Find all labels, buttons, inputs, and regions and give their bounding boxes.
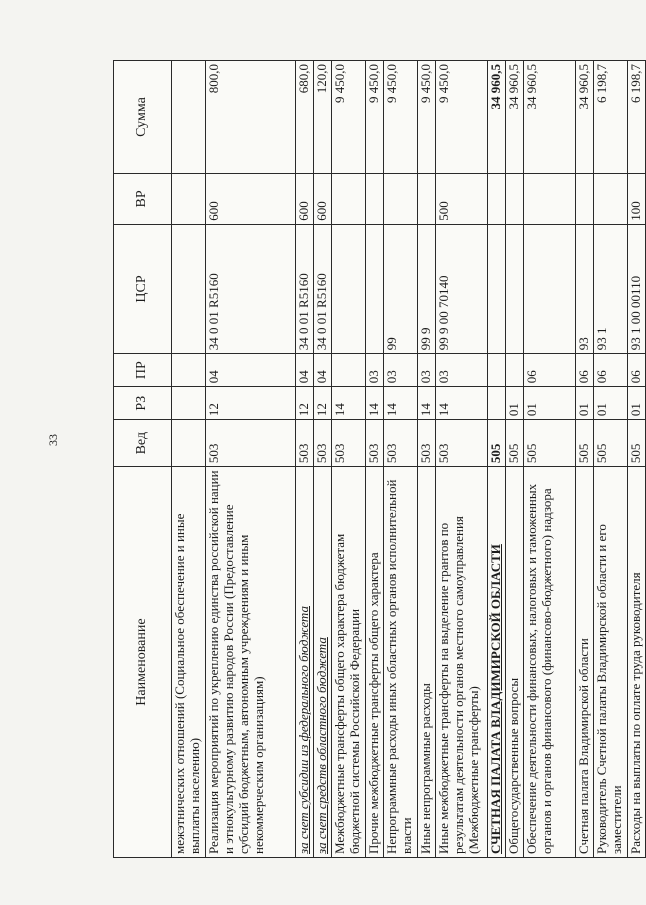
row-sum: 34 960,5 — [506, 61, 524, 174]
row-vr — [384, 174, 418, 225]
row-pr: 03 — [384, 354, 418, 387]
header-pr: ПР — [114, 354, 172, 387]
header-vr: ВР — [114, 174, 172, 225]
table-row — [488, 61, 506, 858]
row-rz — [172, 387, 206, 420]
row-ved: 505 — [576, 420, 594, 467]
table-row — [206, 61, 296, 858]
row-name: Обеспечение деятельности финансовых, налоговых и таможенных органов и органов финансового (финансово-бюджетного) надзора — [524, 467, 576, 858]
row-name: за счет средств областного бюджета — [314, 467, 332, 858]
row-pr — [332, 354, 366, 387]
table-row — [594, 61, 628, 858]
table-row — [628, 61, 646, 858]
table-row — [314, 61, 332, 858]
table-row — [172, 61, 206, 858]
row-vr: 100 — [628, 174, 646, 225]
row-rz: 14 — [436, 387, 488, 420]
row-ved: 505 — [628, 420, 646, 467]
row-sum: 9 450,0 — [418, 61, 436, 174]
row-rz: 12 — [296, 387, 314, 420]
row-csr: 93 1 00 00110 — [628, 224, 646, 353]
row-sum: 9 450,0 — [384, 61, 418, 174]
row-pr: 04 — [314, 354, 332, 387]
row-vr — [366, 174, 384, 225]
table-row — [576, 61, 594, 858]
table-row — [296, 61, 314, 858]
table-row — [384, 61, 418, 858]
row-vr — [506, 174, 524, 225]
row-ved: 503 — [296, 420, 314, 467]
row-ved: 503 — [332, 420, 366, 467]
header-ved: Вед — [114, 420, 172, 467]
row-name: Расходы на выплаты по оплате труда руководителя — [628, 467, 646, 858]
row-vr — [576, 174, 594, 225]
row-sum: 680,0 — [296, 61, 314, 174]
row-rz: 14 — [332, 387, 366, 420]
table-row — [506, 61, 524, 858]
table-row — [436, 61, 488, 858]
row-rz: 14 — [384, 387, 418, 420]
row-csr: 34 0 01 R5160 — [206, 224, 296, 353]
row-vr: 600 — [206, 174, 296, 225]
row-name: Прочие межбюджетные трансферты общего характера — [366, 467, 384, 858]
table-row — [366, 61, 384, 858]
row-ved: 503 — [366, 420, 384, 467]
row-pr: 06 — [576, 354, 594, 387]
row-vr — [594, 174, 628, 225]
row-rz — [488, 387, 506, 420]
header-sum: Сумма — [114, 61, 172, 174]
row-ved: 505 — [488, 420, 506, 467]
row-name: Счетная палата Владимирской области — [576, 467, 594, 858]
budget-table — [113, 60, 646, 858]
row-name: Реализация мероприятий по укреплению единства российской нации и этнокультурному развитию народов России (Предоставление субсидий бюджетным, автономным учреждениям и иным некоммерческим организациям) — [206, 467, 296, 858]
row-ved: 505 — [594, 420, 628, 467]
row-vr — [332, 174, 366, 225]
row-rz: 01 — [628, 387, 646, 420]
row-ved — [172, 420, 206, 467]
row-rz: 01 — [594, 387, 628, 420]
row-csr — [172, 224, 206, 353]
row-rz: 01 — [524, 387, 576, 420]
row-vr — [172, 174, 206, 225]
row-rz: 01 — [576, 387, 594, 420]
row-name: межэтнических отношений (Социальное обеспечение и иные выплаты населению) — [172, 467, 206, 858]
row-ved: 503 — [436, 420, 488, 467]
row-csr — [506, 224, 524, 353]
header-csr: ЦСР — [114, 224, 172, 353]
row-csr: 93 1 — [594, 224, 628, 353]
row-rz: 14 — [366, 387, 384, 420]
row-name: Иные непрограммные расходы — [418, 467, 436, 858]
row-csr — [332, 224, 366, 353]
row-vr: 600 — [296, 174, 314, 225]
row-ved: 503 — [384, 420, 418, 467]
row-rz: 12 — [314, 387, 332, 420]
row-sum: 120,0 — [314, 61, 332, 174]
row-name: Иные межбюджетные трансферты на выделение грантов по результатам деятельности органов местного самоуправления (Межбюджетные трансферты) — [436, 467, 488, 858]
header-rz: РЗ — [114, 387, 172, 420]
row-ved: 505 — [506, 420, 524, 467]
row-sum: 9 450,0 — [366, 61, 384, 174]
header-row — [114, 61, 172, 858]
row-sum: 34 960,5 — [576, 61, 594, 174]
row-name: СЧЕТНАЯ ПАЛАТА ВЛАДИМИРСКОЙ ОБЛАСТИ — [488, 467, 506, 858]
row-pr: 06 — [524, 354, 576, 387]
budget-table-rotated — [113, 60, 643, 858]
row-csr — [366, 224, 384, 353]
row-pr: 06 — [594, 354, 628, 387]
table-row — [332, 61, 366, 858]
row-rz: 01 — [506, 387, 524, 420]
row-csr: 99 — [384, 224, 418, 353]
table-row — [418, 61, 436, 858]
row-pr: 03 — [436, 354, 488, 387]
row-name: Руководитель Счетной палаты Владимирской области и его заместители — [594, 467, 628, 858]
row-vr — [418, 174, 436, 225]
row-vr — [488, 174, 506, 225]
row-sum: 34 960,5 — [524, 61, 576, 174]
row-pr: 04 — [296, 354, 314, 387]
row-sum: 9 450,0 — [332, 61, 366, 174]
row-pr: 03 — [418, 354, 436, 387]
row-sum: 9 450,0 — [436, 61, 488, 174]
row-vr: 600 — [314, 174, 332, 225]
row-csr: 34 0 01 R5160 — [296, 224, 314, 353]
row-rz: 14 — [418, 387, 436, 420]
page-number: 33 — [46, 434, 60, 446]
row-csr — [524, 224, 576, 353]
row-csr — [488, 224, 506, 353]
row-sum: 6 198,7 — [594, 61, 628, 174]
row-ved: 503 — [314, 420, 332, 467]
row-csr: 99 9 — [418, 224, 436, 353]
row-sum: 800,0 — [206, 61, 296, 174]
row-pr: 03 — [366, 354, 384, 387]
row-ved: 503 — [418, 420, 436, 467]
row-vr — [524, 174, 576, 225]
row-sum: 34 960,5 — [488, 61, 506, 174]
table-row — [524, 61, 576, 858]
row-name: Общегосударственные вопросы — [506, 467, 524, 858]
row-csr: 99 9 00 70140 — [436, 224, 488, 353]
row-csr: 34 0 01 R5160 — [314, 224, 332, 353]
row-sum — [172, 61, 206, 174]
row-vr: 500 — [436, 174, 488, 225]
row-pr — [172, 354, 206, 387]
row-pr — [506, 354, 524, 387]
row-ved: 505 — [524, 420, 576, 467]
row-ved: 503 — [206, 420, 296, 467]
row-pr: 06 — [628, 354, 646, 387]
header-name: Наименование — [114, 467, 172, 858]
row-rz: 12 — [206, 387, 296, 420]
row-pr: 04 — [206, 354, 296, 387]
row-sum: 6 198,7 — [628, 61, 646, 174]
row-name: Непрограммные расходы иных областных органов исполнительной власти — [384, 467, 418, 858]
row-name: Межбюджетные трансферты общего характера бюджетам бюджетной системы Российской Федерации — [332, 467, 366, 858]
row-csr: 93 — [576, 224, 594, 353]
row-pr — [488, 354, 506, 387]
row-name: за счет субсидии из федерального бюджета — [296, 467, 314, 858]
